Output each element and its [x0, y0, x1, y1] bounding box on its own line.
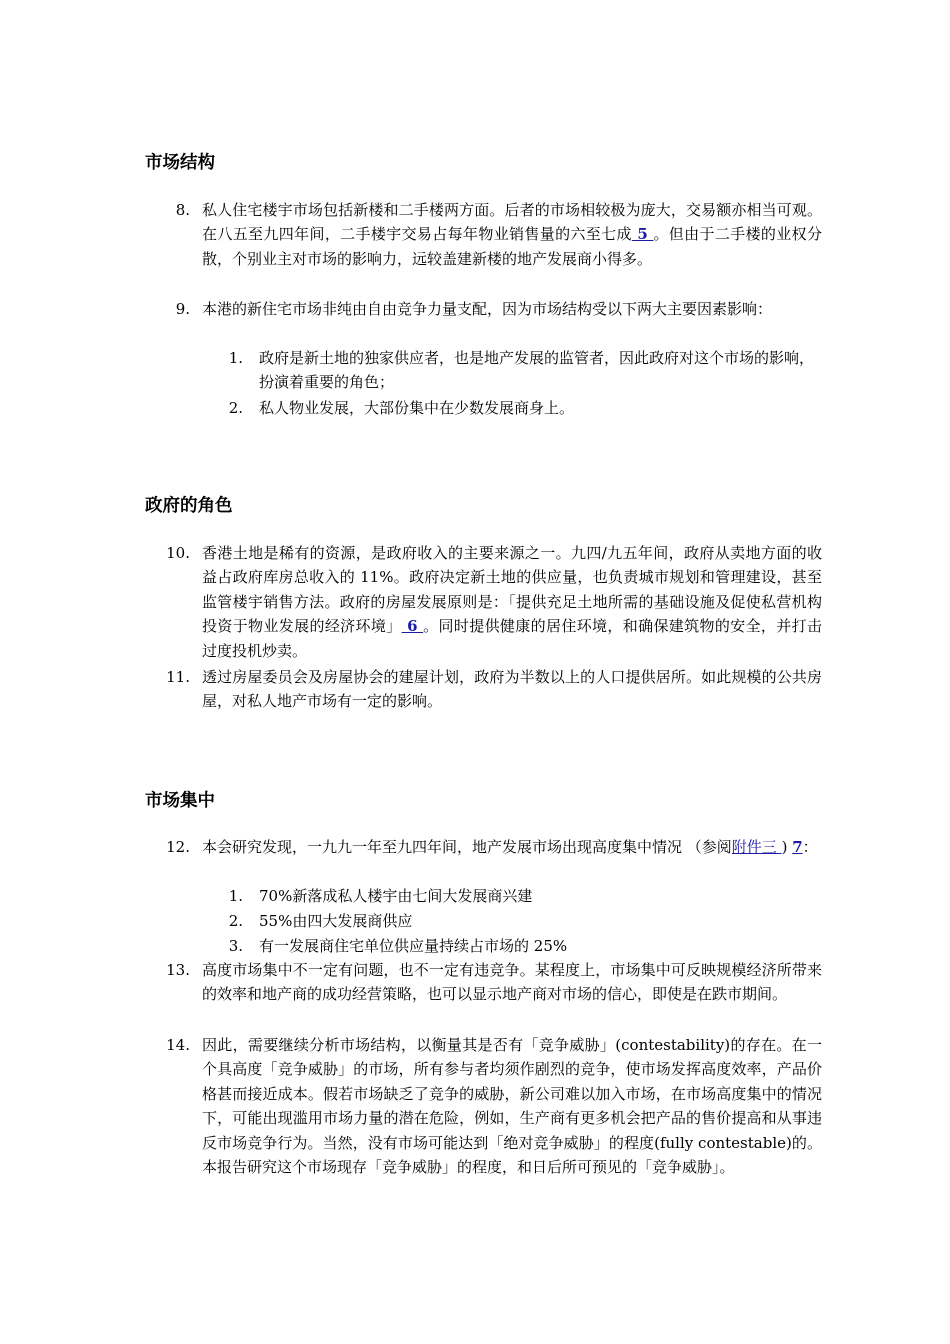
- paragraph-12: [162, 835, 822, 859]
- footnote-link-5[interactable]: 5: [631, 225, 654, 244]
- paragraph-number: 9.: [175, 300, 190, 318]
- sub-item-number: 2.: [228, 399, 243, 417]
- paragraph-number: 14.: [166, 1036, 190, 1054]
- paragraph-body: 因此，需要继续分析市场结构，以衡量其是否有「竞争威胁」(contestability)的存在。在一个具高度「竞争威胁」的市场，所有参与者均须作剧烈的竞争，使市场发挥高度效率，产品价格甚而接近成本。假若市场缺乏了竞争的威胁，新公司难以加入市场，在市场高度集中的情况下，可能出现滥用市场力量的潜在危险，例如，生产商有更多机会把产品的售价提高和从事违反市场竞争行为。当然，没有市场可能达到「绝对竞争威胁」的程度(fully contestable)的。本报告研究这个市场现存「竞争威胁」的程度，和日后所可预见的「竞争威胁」。: [202, 1036, 822, 1177]
- sub-item-9-1: [215, 346, 815, 395]
- paragraph-body: 高度市场集中不一定有问题，也不一定有违竞争。某程度上，市场集中可反映规模经济所带来的效率和地产商的成功经营策略，也可以显示地产商对市场的信心，即使是在跌市期间。: [202, 961, 822, 1004]
- paragraph-number: 12.: [166, 838, 190, 856]
- sub-item-9-2: [215, 396, 815, 420]
- sub-item-number: 1.: [228, 887, 243, 905]
- sub-item-12-3: [215, 934, 815, 958]
- section-heading-market-structure: 市场结构: [145, 153, 215, 173]
- sub-item-number: 2.: [228, 912, 243, 930]
- paragraph-14: [162, 1033, 822, 1179]
- section-heading-market-concentration: 市场集中: [145, 791, 215, 811]
- paragraph-8: [162, 198, 822, 271]
- section-heading-government-role: 政府的角色: [145, 496, 233, 516]
- sub-item-number: 3.: [228, 937, 243, 955]
- paragraph-body: [202, 835, 822, 859]
- paragraph-body: 本港的新住宅市场非纯由自由竞争力量支配，因为市场结构受以下两大主要因素影响：: [202, 300, 773, 318]
- paragraph-text: 本会研究发现，一九九一年至九四年间，地产发展市场出现高度集中情况 （参阅: [202, 838, 732, 856]
- sub-item-text: 70%新落成私人楼宇由七间大发展商兴建: [259, 887, 533, 905]
- paragraph-11: [162, 665, 822, 714]
- paragraph-text: ): [781, 838, 788, 856]
- footnote-link-7[interactable]: 7: [792, 838, 803, 856]
- sub-item-12-1: [215, 884, 815, 908]
- paragraph-body: 透过房屋委员会及房屋协会的建屋计划，政府为半数以上的人口提供居所。如此规模的公共房屋，对私人地产市场有一定的影响。: [202, 668, 822, 711]
- paragraph-number: 13.: [166, 961, 190, 979]
- paragraph-13: [162, 958, 822, 1007]
- footnote-link-6[interactable]: 6: [401, 617, 424, 636]
- paragraph-10: [162, 541, 822, 663]
- appendix-3-link[interactable]: 附件三: [731, 838, 782, 856]
- paragraph-body: [202, 541, 822, 663]
- sub-item-text: 私人物业发展，大部份集中在少数发展商身上。: [259, 399, 575, 417]
- paragraph-body: [202, 198, 822, 271]
- sub-item-number: 1.: [228, 349, 243, 367]
- sub-item-text: 55%由四大发展商供应: [259, 912, 413, 930]
- paragraph-text: 。但由于二手楼的业权分散，个别业主对市场的影响力，远较盖建新楼的地产发展商小得多。: [202, 225, 822, 268]
- sub-item-12-2: [215, 909, 815, 933]
- paragraph-9: [162, 297, 822, 321]
- paragraph-number: 8.: [175, 201, 190, 219]
- paragraph-text: ：: [802, 838, 818, 856]
- paragraph-text: 。同时提供健康的居住环境，和确保建筑物的安全，并打击过度投机炒卖。: [202, 617, 822, 660]
- paragraph-text: 香港土地是稀有的资源，是政府收入的主要来源之一。九四/九五年间，政府从卖地方面的收益占政府库房总收入的 11%。政府决定新土地的供应量，也负责城市规划和管理建设，甚至监管楼宇销售方法。政府的房屋发展原则是：「提供充足土地所需的基础设施及促使私营机构投资于物业发展的经济环境」: [202, 544, 822, 636]
- paragraph-number: 10.: [166, 544, 190, 562]
- sub-item-text: 有一发展商住宅单位供应量持续占市场的 25%: [259, 937, 568, 955]
- sub-item-text: 政府是新土地的独家供应者，也是地产发展的监管者，因此政府对这个市场的影响，扮演着重要的角色；: [259, 349, 815, 392]
- paragraph-text: 私人住宅楼宇市场包括新楼和二手楼两方面。后者的市场相较极为庞大，交易额亦相当可观。在八五至九四年间，二手楼宇交易占每年物业销售量的六至七成: [202, 201, 822, 244]
- paragraph-number: 11.: [166, 668, 190, 686]
